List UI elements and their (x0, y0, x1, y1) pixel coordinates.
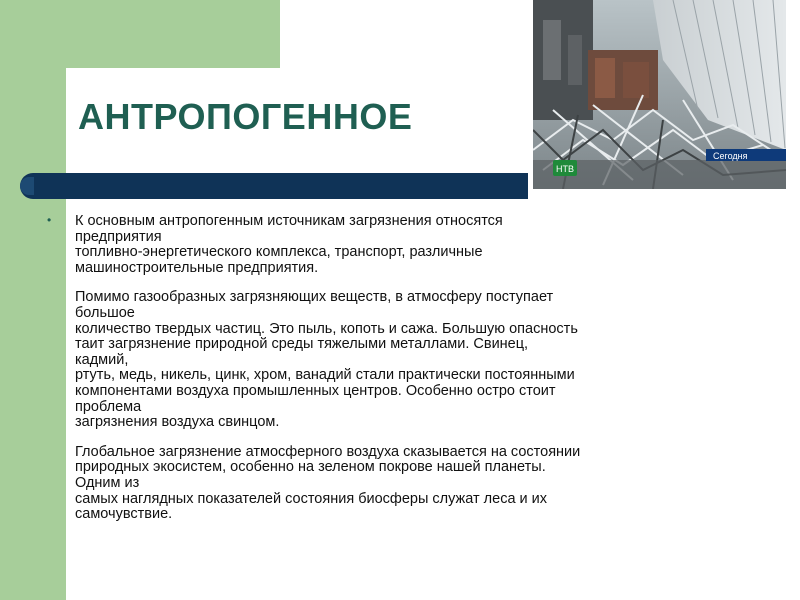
text-line: самочувствие. (75, 506, 173, 523)
text-line: самых наглядных показателей состояния биосферы служат леса и их (75, 490, 548, 507)
slide-body (75, 214, 765, 523)
paragraph-sources (75, 214, 765, 276)
text-line: Помимо газообразных загрязняющих веществ, в атмосферу поступает (75, 289, 554, 306)
paragraph-particles (75, 290, 765, 430)
dam-destruction-photo (533, 0, 786, 189)
bullet-marker: • (47, 213, 52, 227)
text-line: ртуть, медь, никель, цинк, хром, ванадий стали практически постоянными (75, 367, 575, 384)
slide-title: АНТРОПОГЕННОЕ (78, 96, 413, 137)
band-tip (20, 177, 34, 195)
text-line: природных экосистем, особенно на зеленом покрове нашей планеты. (75, 459, 546, 476)
text-line: большое (75, 304, 135, 321)
photo-caption: Сегодня (713, 151, 748, 161)
text-line: К основным антропогенным источникам загрязнения относятся (75, 213, 503, 229)
text-line: машиностроительные предприятия. (75, 259, 319, 276)
text-line: Глобальное загрязнение атмосферного воздуха сказывается на состоянии (75, 443, 581, 460)
text-line: предприятия (75, 228, 162, 245)
text-line: Одним из (75, 474, 140, 491)
text-line: проблема (75, 398, 142, 415)
title-divider-band (20, 173, 528, 199)
text-line: топливно-энергетического комплекса, транспорт, различные (75, 244, 483, 261)
text-line: компонентами воздуха промышленных центров. Особенно остро стоит (75, 382, 556, 399)
left-green-bar (0, 0, 66, 600)
photo-logo: НТВ (556, 164, 574, 174)
text-line: таит загрязнение природной среды тяжелыми металлами. Свинец, (75, 336, 529, 353)
text-line: загрязнения воздуха свинцом. (75, 414, 280, 431)
top-green-block (0, 0, 280, 68)
paragraph-global (75, 445, 765, 523)
text-line: кадмий, (75, 351, 129, 368)
text-line: количество твердых частиц. Это пыль, копоть и сажа. Большую опасность (75, 320, 578, 337)
